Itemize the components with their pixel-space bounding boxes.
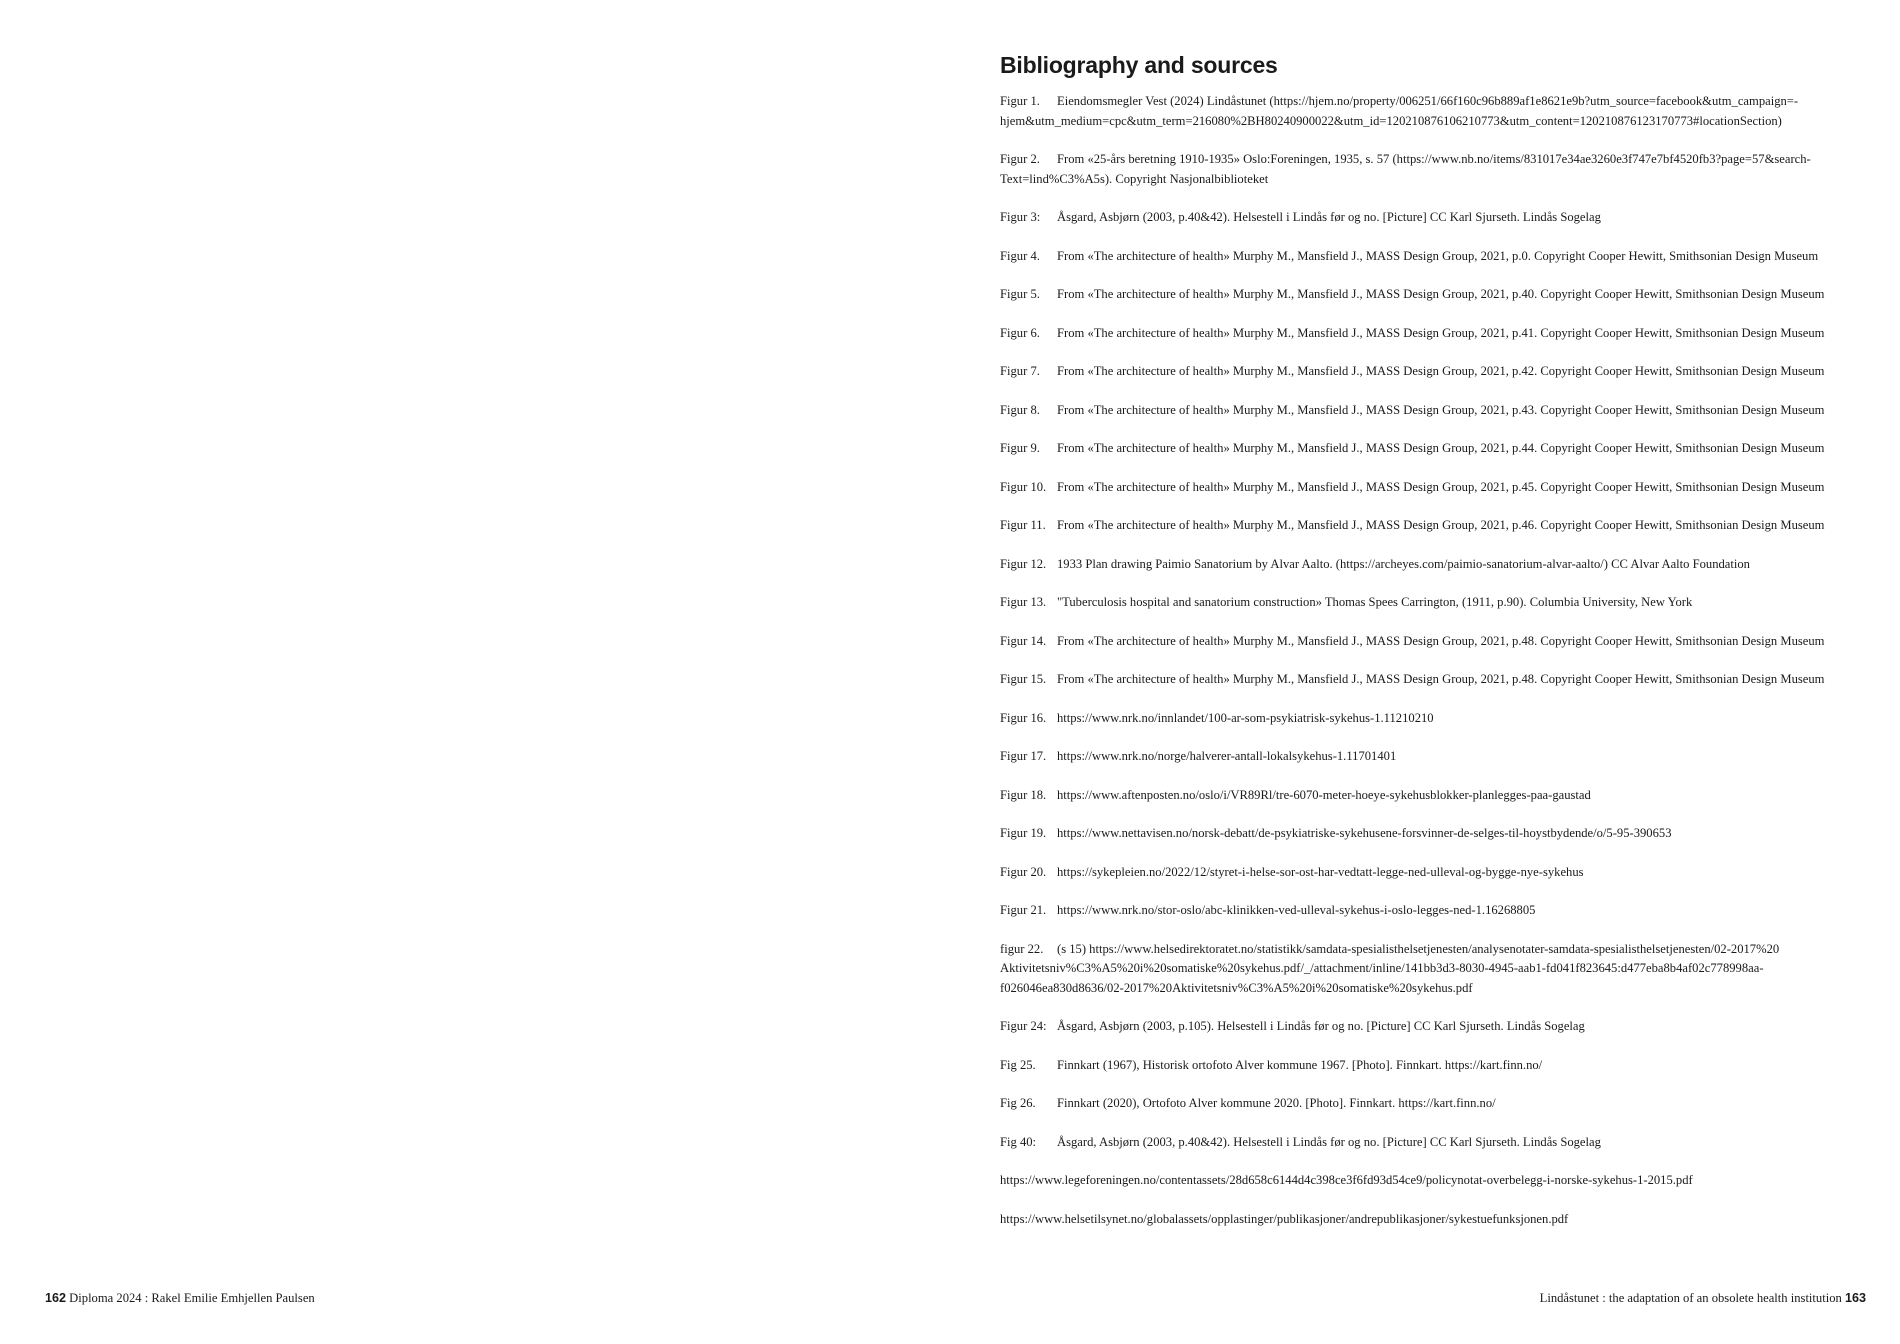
bibliography-entry bbox=[1000, 1171, 1860, 1191]
bibliography-entry bbox=[1000, 285, 1860, 305]
figure-label: Figur 4. bbox=[1000, 248, 1040, 263]
figure-label: Figur 13. bbox=[1000, 595, 1047, 609]
entry-text: From «25-års beretning 1910-1935» Oslo:Foreningen, 1935, s. 57 (https://www.nb.no/items/831017e34ae3260e3f747e7bf4520fb3?page=57&search-Text=lind%C3%A5s). Copyright Nasjonalbiblioteket bbox=[1000, 152, 1811, 186]
bibliography-entry bbox=[1000, 901, 1860, 921]
entry-text: https://www.aftenposten.no/oslo/i/VR89Rl/tre-6070-meter-hoeye-sykehusblokker-planlegges-paa-gaustad bbox=[1057, 787, 1591, 802]
entry-text: Åsgard, Asbjørn (2003, p.105). Helsestell i Lindås før og no. [Picture] CC Karl Sjurseth. Lindås Sogelag bbox=[1057, 1019, 1585, 1033]
bibliography-entry bbox=[1000, 1094, 1860, 1114]
bibliography-entry bbox=[1000, 478, 1860, 498]
bibliography-entry bbox=[1000, 439, 1860, 459]
bibliography-entry bbox=[1000, 786, 1860, 806]
entry-text: From «The architecture of health» Murphy M., Mansfield J., MASS Design Group, 2021, p.41. Copyright Cooper Hewitt, Smithsonian Design Museum bbox=[1057, 325, 1825, 340]
bibliography-entry bbox=[1000, 863, 1860, 883]
entry-text: From «The architecture of health» Murphy M., Mansfield J., MASS Design Group, 2021, p.0. Copyright Cooper Hewitt, Smithsonian Design Museum bbox=[1057, 248, 1819, 263]
figure-label: figur 22. bbox=[1000, 941, 1044, 956]
bibliography-entry bbox=[1000, 1056, 1860, 1076]
bibliography-entry bbox=[1000, 1017, 1860, 1037]
footer-right bbox=[1540, 1291, 1866, 1306]
page-number-right: 163 bbox=[1844, 1291, 1866, 1305]
entry-text: From «The architecture of health» Murphy M., Mansfield J., MASS Design Group, 2021, p.44. Copyright Cooper Hewitt, Smithsonian Design Museum bbox=[1057, 441, 1825, 455]
bibliography-entry bbox=[1000, 1133, 1860, 1153]
figure-label: Figur 12. bbox=[1000, 556, 1047, 571]
figure-label: Fig 26. bbox=[1000, 1096, 1036, 1110]
entry-text: From «The architecture of health» Murphy M., Mansfield J., MASS Design Group, 2021, p.48. Copyright Cooper Hewitt, Smithsonian Design Museum bbox=[1057, 633, 1825, 648]
figure-label: Figur 7. bbox=[1000, 364, 1040, 378]
page-heading: Bibliography and sources bbox=[1000, 52, 1278, 78]
figure-label: Fig 25. bbox=[1000, 1057, 1036, 1072]
entry-text: https://www.nettavisen.no/norsk-debatt/de-psykiatriske-sykehusene-forsvinner-de-selges-til-hoystbydende/o/5-95-390653 bbox=[1057, 826, 1672, 840]
figure-label: Figur 8. bbox=[1000, 402, 1040, 417]
entry-text: Åsgard, Asbjørn (2003, p.40&42). Helsestell i Lindås før og no. [Picture] CC Karl Sjurseth. Lindås Sogelag bbox=[1057, 1134, 1601, 1149]
bibliography-entry bbox=[1000, 632, 1860, 652]
figure-label: Figur 15. bbox=[1000, 672, 1047, 686]
bibliography-entry bbox=[1000, 593, 1860, 613]
bibliography-entry bbox=[1000, 940, 1860, 999]
figure-label: Figur 18. bbox=[1000, 787, 1047, 802]
bibliography-entry bbox=[1000, 362, 1860, 382]
figure-label: Figur 16. bbox=[1000, 710, 1047, 725]
figure-label: Figur 9. bbox=[1000, 441, 1040, 455]
figure-label: Figur 10. bbox=[1000, 479, 1047, 494]
bibliography-entry bbox=[1000, 1210, 1860, 1230]
figure-label: Figur 2. bbox=[1000, 152, 1040, 166]
entry-text: From «The architecture of health» Murphy M., Mansfield J., MASS Design Group, 2021, p.40. Copyright Cooper Hewitt, Smithsonian Design Museum bbox=[1057, 287, 1825, 301]
bibliography-entry bbox=[1000, 670, 1860, 690]
entry-text: From «The architecture of health» Murphy M., Mansfield J., MASS Design Group, 2021, p.48. Copyright Cooper Hewitt, Smithsonian Design Museum bbox=[1057, 672, 1825, 686]
entry-text: From «The architecture of health» Murphy M., Mansfield J., MASS Design Group, 2021, p.43. Copyright Cooper Hewitt, Smithsonian Design Museum bbox=[1057, 402, 1825, 417]
entry-text: From «The architecture of health» Murphy M., Mansfield J., MASS Design Group, 2021, p.42. Copyright Cooper Hewitt, Smithsonian Design Museum bbox=[1057, 364, 1825, 378]
figure-label: Figur 14. bbox=[1000, 633, 1047, 648]
bibliography-entry bbox=[1000, 824, 1860, 844]
entry-text: https://sykepleien.no/2022/12/styret-i-helse-sor-ost-har-vedtatt-legge-ned-ulleval-og-bygge-nye-sykehus bbox=[1057, 864, 1584, 879]
entry-text: Finnkart (1967), Historisk ortofoto Alver kommune 1967. [Photo]. Finnkart. https://kart.finn.no/ bbox=[1057, 1057, 1543, 1072]
entry-text: https://www.helsetilsynet.no/globalassets/opplastinger/publikasjoner/andrepublikasjoner/sykestuefunksjonen.pdf bbox=[1000, 1211, 1569, 1226]
figure-label: Figur 6. bbox=[1000, 325, 1040, 340]
bibliography-entry bbox=[1000, 324, 1860, 344]
entry-text: 1933 Plan drawing Paimio Sanatorium by Alvar Aalto. (https://archeyes.com/paimio-sanatorium-alvar-aalto/) CC Alvar Aalto Foundation bbox=[1057, 556, 1750, 571]
bibliography-entry bbox=[1000, 555, 1860, 575]
entry-text: (s 15) https://www.helsedirektoratet.no/statistikk/samdata-spesialisthelsetjenesten/analysenotater-samdata-spesialisthelsetjenesten/02-2017%20 Aktivitetsniv%C3%A5%20i%20somatiske%20sykehus.pdf/_/attachment/inline/141bb3d3-8030-4945-aab1-fd041f823645:d477eba8b4af02c778998aa-f026046ea830d8636/02-2017%20Aktivitetsniv%C3%A5%20i%20somatiske%20sykehus.pdf bbox=[1000, 941, 1780, 995]
bibliography-entry bbox=[1000, 516, 1860, 536]
bibliography-entry bbox=[1000, 747, 1860, 767]
bibliography-entry bbox=[1000, 709, 1860, 729]
footer-left bbox=[45, 1291, 315, 1306]
entry-text: From «The architecture of health» Murphy M., Mansfield J., MASS Design Group, 2021, p.45. Copyright Cooper Hewitt, Smithsonian Design Museum bbox=[1057, 479, 1825, 494]
entry-text: Åsgard, Asbjørn (2003, p.40&42). Helsestell i Lindås før og no. [Picture] CC Karl Sjurseth. Lindås Sogelag bbox=[1057, 210, 1601, 224]
bibliography-entry bbox=[1000, 150, 1860, 189]
bibliography-entry bbox=[1000, 401, 1860, 421]
figure-label: Figur 11. bbox=[1000, 518, 1046, 532]
bibliography-entry bbox=[1000, 92, 1860, 131]
figure-label: Figur 21. bbox=[1000, 903, 1047, 917]
figure-label: Figur 5. bbox=[1000, 287, 1040, 301]
footer-left-text: Diploma 2024 : Rakel Emilie Emhjellen Paulsen bbox=[69, 1291, 315, 1305]
bibliography-entry bbox=[1000, 208, 1860, 228]
page-number-left: 162 bbox=[45, 1291, 67, 1305]
figure-label: Fig 40: bbox=[1000, 1134, 1037, 1149]
figure-label: Figur 19. bbox=[1000, 826, 1047, 840]
entry-text: Finnkart (2020), Ortofoto Alver kommune 2020. [Photo]. Finnkart. https://kart.finn.no/ bbox=[1057, 1096, 1496, 1110]
bibliography-list bbox=[1000, 92, 1860, 1248]
entry-text: https://www.nrk.no/stor-oslo/abc-klinikken-ved-ulleval-sykehus-i-oslo-legges-ned-1.16268805 bbox=[1057, 903, 1536, 917]
figure-label: Figur 24: bbox=[1000, 1019, 1047, 1033]
figure-label: Figur 17. bbox=[1000, 749, 1047, 763]
entry-text: "Tuberculosis hospital and sanatorium construction» Thomas Spees Carrington, (1911, p.90). Columbia University, New York bbox=[1057, 595, 1693, 609]
entry-text: Eiendomsmegler Vest (2024) Lindåstunet (https://hjem.no/property/006251/66f160c96b889af1e8621e9b?utm_source=facebook&utm_campaign=-hjem&utm_medium=cpc&utm_term=216080%2BH80240900022&utm_id=120210876106210773&utm_content=120210876123170773#locationSection) bbox=[1000, 94, 1799, 128]
bibliography-entry bbox=[1000, 247, 1860, 267]
figure-label: Figur 1. bbox=[1000, 94, 1040, 108]
figure-label: Figur 3: bbox=[1000, 210, 1041, 224]
entry-text: https://www.nrk.no/norge/halverer-antall-lokalsykehus-1.11701401 bbox=[1057, 749, 1397, 763]
entry-text: https://www.nrk.no/innlandet/100-ar-som-psykiatrisk-sykehus-1.11210210 bbox=[1057, 710, 1434, 725]
footer-right-text: Lindåstunet : the adaptation of an obsolete health institution bbox=[1539, 1291, 1842, 1305]
entry-text: From «The architecture of health» Murphy M., Mansfield J., MASS Design Group, 2021, p.46. Copyright Cooper Hewitt, Smithsonian Design Museum bbox=[1057, 518, 1825, 532]
figure-label: Figur 20. bbox=[1000, 864, 1047, 879]
entry-text: https://www.legeforeningen.no/contentassets/28d658c6144d4c398ce3f6fd93d54ce9/policynotat-overbelegg-i-norske-sykehus-1-2015.pdf bbox=[1000, 1173, 1693, 1187]
